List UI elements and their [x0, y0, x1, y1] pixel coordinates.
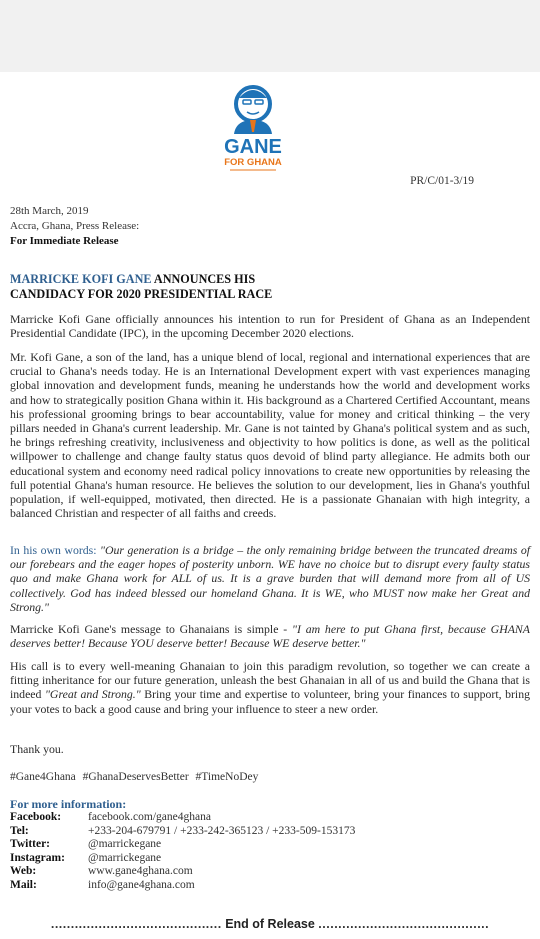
release-type: For Immediate Release: [10, 235, 119, 247]
contact-row-web: [10, 865, 355, 879]
contact-value-instagram[interactable]: @marrickegane: [88, 851, 162, 864]
paragraph-intro: Marricke Kofi Gane officially announces his intention to run for President of Ghana as an Independent Presidential Candidate (IPC), in the upcoming December 2020 elections.: [10, 312, 530, 341]
headline-line2: CANDIDACY FOR 2020 PRESIDENTIAL RACE: [10, 287, 273, 301]
divider-dots-left: ...........................................: [50, 917, 222, 931]
release-date: 28th March, 2019: [10, 205, 89, 217]
call-quote: "Great and Strong.": [44, 687, 141, 702]
logo-tagline: FOR GHANA: [224, 157, 282, 168]
call-start: His call is to every well-meaning Ghanaian to join this paradigm revolution, so together we can create a fitting inheritance for our future generation, unleash the best Ghanaian in all of us and build the Ghana that is indeed: [10, 659, 530, 702]
contact-title: For more information:: [10, 797, 127, 811]
call-end: Bring your time and expertise to volunteer, bring your finances to support, bring your votes to back a good cause and bring your influence to steer a new order.: [10, 687, 530, 716]
headline-line1: ANNOUNCES HIS: [151, 272, 256, 286]
contact-value-mail[interactable]: info@gane4ghana.com: [88, 878, 195, 891]
contact-value-tel[interactable]: +233-204-679791 / +233-242-365123 / +233-509-153173: [88, 824, 356, 837]
logo-word: GANE: [224, 136, 282, 158]
release-meta: [10, 204, 139, 249]
end-of-release-text: End of Release: [225, 917, 315, 931]
contact-row-mail: [10, 879, 355, 893]
quote-text: "Our generation is a bridge – the only remaining bridge between the truncated dreams of our forebears and the eager hopes of posterity unborn. WE have no choice but to disrupt every faulty status quo and make Ghana work for ALL of us. It is a grave burden that will demand more from all of US collectively. God has indeed blessed our homeland Ghana. It is WE, who MUST now make her Great and Strong.": [10, 543, 530, 614]
contact-label: Mail:: [10, 878, 37, 891]
candidate-portrait-icon: [214, 76, 292, 176]
contact-label: Facebook:: [10, 811, 62, 823]
contact-value-facebook[interactable]: facebook.com/gane4ghana: [88, 811, 211, 823]
contact-row-facebook: [10, 811, 355, 825]
contact-label: Web:: [10, 865, 37, 878]
release-location: Accra, Ghana, Press Release:: [10, 220, 140, 232]
contact-row-instagram: [10, 852, 355, 866]
reference-number: PR/C/01-3/19: [410, 175, 474, 187]
paragraph-message: [10, 622, 530, 650]
message-quote: "I am here to put Ghana first, because GHANA deserves better! Because YOU deserve better! Because WE deserve better.": [10, 622, 530, 651]
end-of-release: [0, 917, 540, 931]
thank-you: Thank you.: [10, 742, 64, 756]
divider-dots-right: ...........................................: [318, 917, 490, 931]
contact-label: Instagram:: [10, 851, 65, 864]
contact-label: Twitter:: [10, 838, 51, 851]
headline: [10, 272, 530, 302]
top-band: [0, 0, 540, 72]
paragraph-background: Mr. Kofi Gane, a son of the land, has a unique blend of local, regional and international experiences that are crucial to Ghana's needs today. He is an International Development expert with vast experiences managing global innovation and development funds, meaning he understands how the world and development works and how to strategically position Ghana within it. His background as a Chartered Certified Accountant, means his professional grooming brings to bear accountability, value for money and critical thinking – the very pillars needed in Ghana's current leadership. Mr. Gane is not tainted by Ghana's political system and as such, he brings refreshing creativity, inclusiveness and objectivity to how politics is done, as well as the political willpower to challenge and change faulty status quos devoid of blind party allegiance. He admits both our educational system and economy need radical policy innovations to create new opportunities by releasing the full potential Ghana's human resource. He believes the solution to our development, lies in Ghana's youthful population, if well-equipped, motivated, then directed. He is a passionate Ghanaian with high integrity, a balanced Christian and respecter of all faiths and creeds.: [10, 350, 530, 521]
headline-name: MARRICKE KOFI GANE: [10, 272, 152, 286]
quote-intro: In his own words:: [10, 543, 101, 557]
gane-for-ghana-logo: [214, 76, 292, 176]
contact-row-tel: [10, 825, 355, 839]
contact-label: Tel:: [10, 824, 29, 837]
contact-value-twitter[interactable]: @marrickegane: [88, 838, 162, 851]
contact-list: [10, 811, 355, 893]
message-intro: Marricke Kofi Gane's message to Ghanaians is simple -: [10, 622, 292, 636]
contact-value-web[interactable]: www.gane4ghana.com: [88, 865, 193, 878]
hashtags: #Gane4Ghana #GhanaDeservesBetter #TimeNoDey: [10, 771, 259, 783]
paragraph-quote: [10, 543, 530, 614]
paragraph-call: [10, 659, 530, 716]
contact-row-twitter: [10, 838, 355, 852]
